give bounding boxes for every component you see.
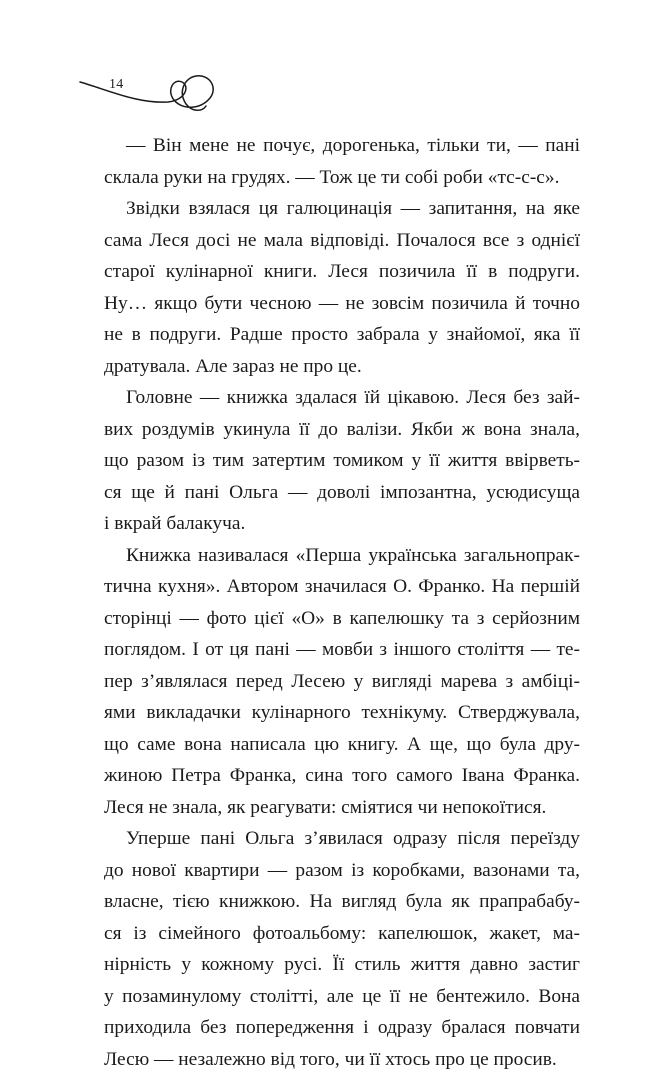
text-line: пер з’являлася перед Лесею у вигляді марева з амбіці- <box>104 666 580 698</box>
page-number: 14 <box>109 77 123 93</box>
text-line: у позаминулому столітті, але це її не бентежило. Вона <box>104 981 580 1013</box>
text-line: склала руки на грудях. — Тож це ти собі роби «тс-с-с». <box>104 162 580 194</box>
text-line: що саме вона написала цю книгу. А ще, що була дру- <box>104 729 580 761</box>
text-line: ся ще й пані Ольга — доволі імпозантна, усюдисуща <box>104 477 580 509</box>
text-line: тична кухня». Автором значилася О. Франко. На першій <box>104 571 580 603</box>
text-line: що разом із тим затертим томиком у її життя ввірветь- <box>104 445 580 477</box>
text-line: не в подруги. Радше просто забрала у знайомої, яка її <box>104 319 580 351</box>
text-line: і вкрай балакуча. <box>104 508 580 540</box>
text-line: власне, тією книжкою. На вигляд була як прапрабабу- <box>104 886 580 918</box>
flourish-swirl-icon <box>78 68 218 116</box>
text-line: поглядом. І от ця пані — мовби з іншого століття — те- <box>104 634 580 666</box>
text-line: — Він мене не почує, дорогенька, тільки ти, — пані <box>104 130 580 162</box>
text-line: ся із сімейного фотоальбому: капелюшок, жакет, ма- <box>104 918 580 950</box>
text-line: дратувала. Але зараз не про це. <box>104 351 580 383</box>
text-line: Леся не знала, як реагувати: сміятися чи непокоїтися. <box>104 792 580 824</box>
text-line: Ну… якщо бути чесною — не зовсім позичила й точно <box>104 288 580 320</box>
body-text <box>104 130 580 1075</box>
text-line: приходила без попередження і одразу бралася повчати <box>104 1012 580 1044</box>
text-line: старої кулінарної книги. Леся позичила її в подруги. <box>104 256 580 288</box>
text-line: вих роздумів укинула її до валізи. Якби ж вона знала, <box>104 414 580 446</box>
text-line: сама Леся досі не мала відповіді. Почалося все з однієї <box>104 225 580 257</box>
text-line: ями викладачки кулінарного технікуму. Стверджувала, <box>104 697 580 729</box>
text-line: Уперше пані Ольга з’явилася одразу після переїзду <box>104 823 580 855</box>
text-line: Лесю — незалежно від того, чи її хтось про це просив. <box>104 1044 580 1075</box>
text-line: нірність у кожному русі. Її стиль життя давно застиг <box>104 949 580 981</box>
text-line: до нової квартири — разом із коробками, вазонами та, <box>104 855 580 887</box>
text-line: Головне — книжка здалася їй цікавою. Леся без зай- <box>104 382 580 414</box>
text-line: сторінці — фото цієї «О» в капелюшку та з серйозним <box>104 603 580 635</box>
text-line: Звідки взялася ця галюцинація — запитання, на яке <box>104 193 580 225</box>
text-line: Книжка називалася «Перша українська загальнопрак- <box>104 540 580 572</box>
text-line: жиною Петра Франка, сина того самого Івана Франка. <box>104 760 580 792</box>
